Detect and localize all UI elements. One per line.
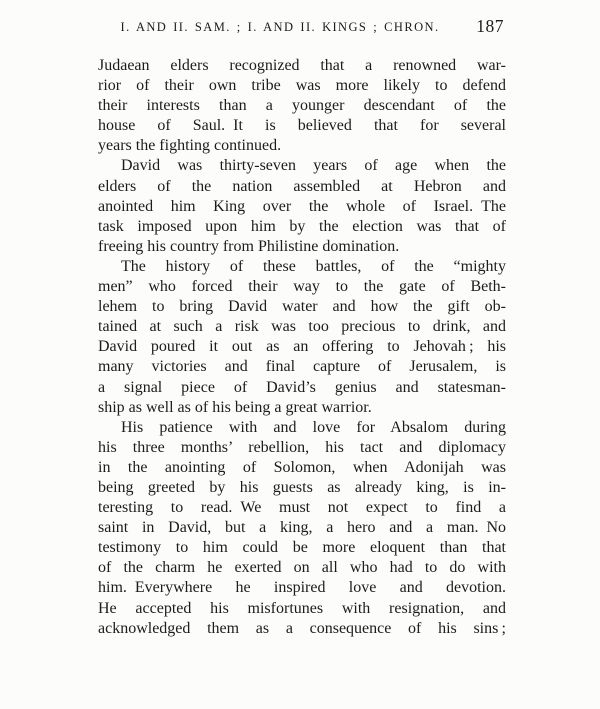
text-line: of the charm he exerted on all who had to do with bbox=[98, 559, 506, 577]
page-header bbox=[98, 16, 506, 40]
text-line: freeing his country from Philistine domination. bbox=[98, 237, 400, 255]
text-line: David was thirty-seven years of age when the bbox=[121, 157, 506, 175]
text-line: His patience with and love for Absalom during bbox=[121, 418, 506, 436]
text-line: elders of the nation assembled at Hebron and bbox=[98, 177, 506, 195]
text-line: The history of these battles, of the “mighty bbox=[121, 257, 506, 275]
text-line: ship as well as of his being a great warrior. bbox=[98, 398, 372, 416]
running-header-title: I. AND II. SAM. ; I. AND II. KINGS ; CHRON. bbox=[120, 20, 440, 34]
paragraph bbox=[98, 257, 506, 418]
text-line: a signal piece of David’s genius and statesman- bbox=[98, 378, 506, 396]
text-line: in the anointing of Solomon, when Adonijah was bbox=[98, 458, 506, 476]
text-line: task imposed upon him by the election was that of bbox=[98, 217, 506, 235]
body-text bbox=[98, 56, 506, 639]
text-line: Judaean elders recognized that a renowned war- bbox=[98, 57, 506, 74]
paragraph bbox=[98, 56, 506, 156]
text-line: David poured it out as an offering to Jehovah ; his bbox=[98, 338, 506, 356]
text-line: their interests than a younger descendant of the bbox=[98, 97, 506, 115]
text-line: him. Everywhere he inspired love and devotion. bbox=[98, 579, 506, 597]
text-line: tained at such a risk was too precious to drink, and bbox=[98, 318, 506, 336]
text-line: lehem to bring David water and how the gift ob- bbox=[98, 298, 506, 316]
text-line: years the fighting continued. bbox=[98, 137, 282, 155]
text-line: acknowledged them as a consequence of his sins ; bbox=[98, 619, 506, 637]
text-line: many victories and final capture of Jerusalem, is bbox=[98, 358, 506, 376]
text-line: men” who forced their way to the gate of Beth- bbox=[98, 278, 506, 296]
text-line: He accepted his misfortunes with resignation, and bbox=[98, 599, 506, 617]
text-line: testimony to him could be more eloquent than that bbox=[98, 539, 506, 557]
page-number: 187 bbox=[476, 16, 504, 36]
paragraph bbox=[98, 418, 506, 639]
text-line: teresting to read. We must not expect to find a bbox=[98, 499, 506, 517]
text-line: anointed him King over the whole of Israel. The bbox=[98, 197, 506, 215]
text-line: rior of their own tribe was more likely to defend bbox=[98, 77, 506, 95]
text-line: house of Saul. It is believed that for several bbox=[98, 117, 506, 135]
text-line: saint in David, but a king, a hero and a man. No bbox=[98, 519, 506, 537]
text-line: being greeted by his guests as already king, is in- bbox=[98, 478, 506, 496]
paragraph bbox=[98, 156, 506, 256]
text-line: his three months’ rebellion, his tact and diplomacy bbox=[98, 438, 506, 456]
